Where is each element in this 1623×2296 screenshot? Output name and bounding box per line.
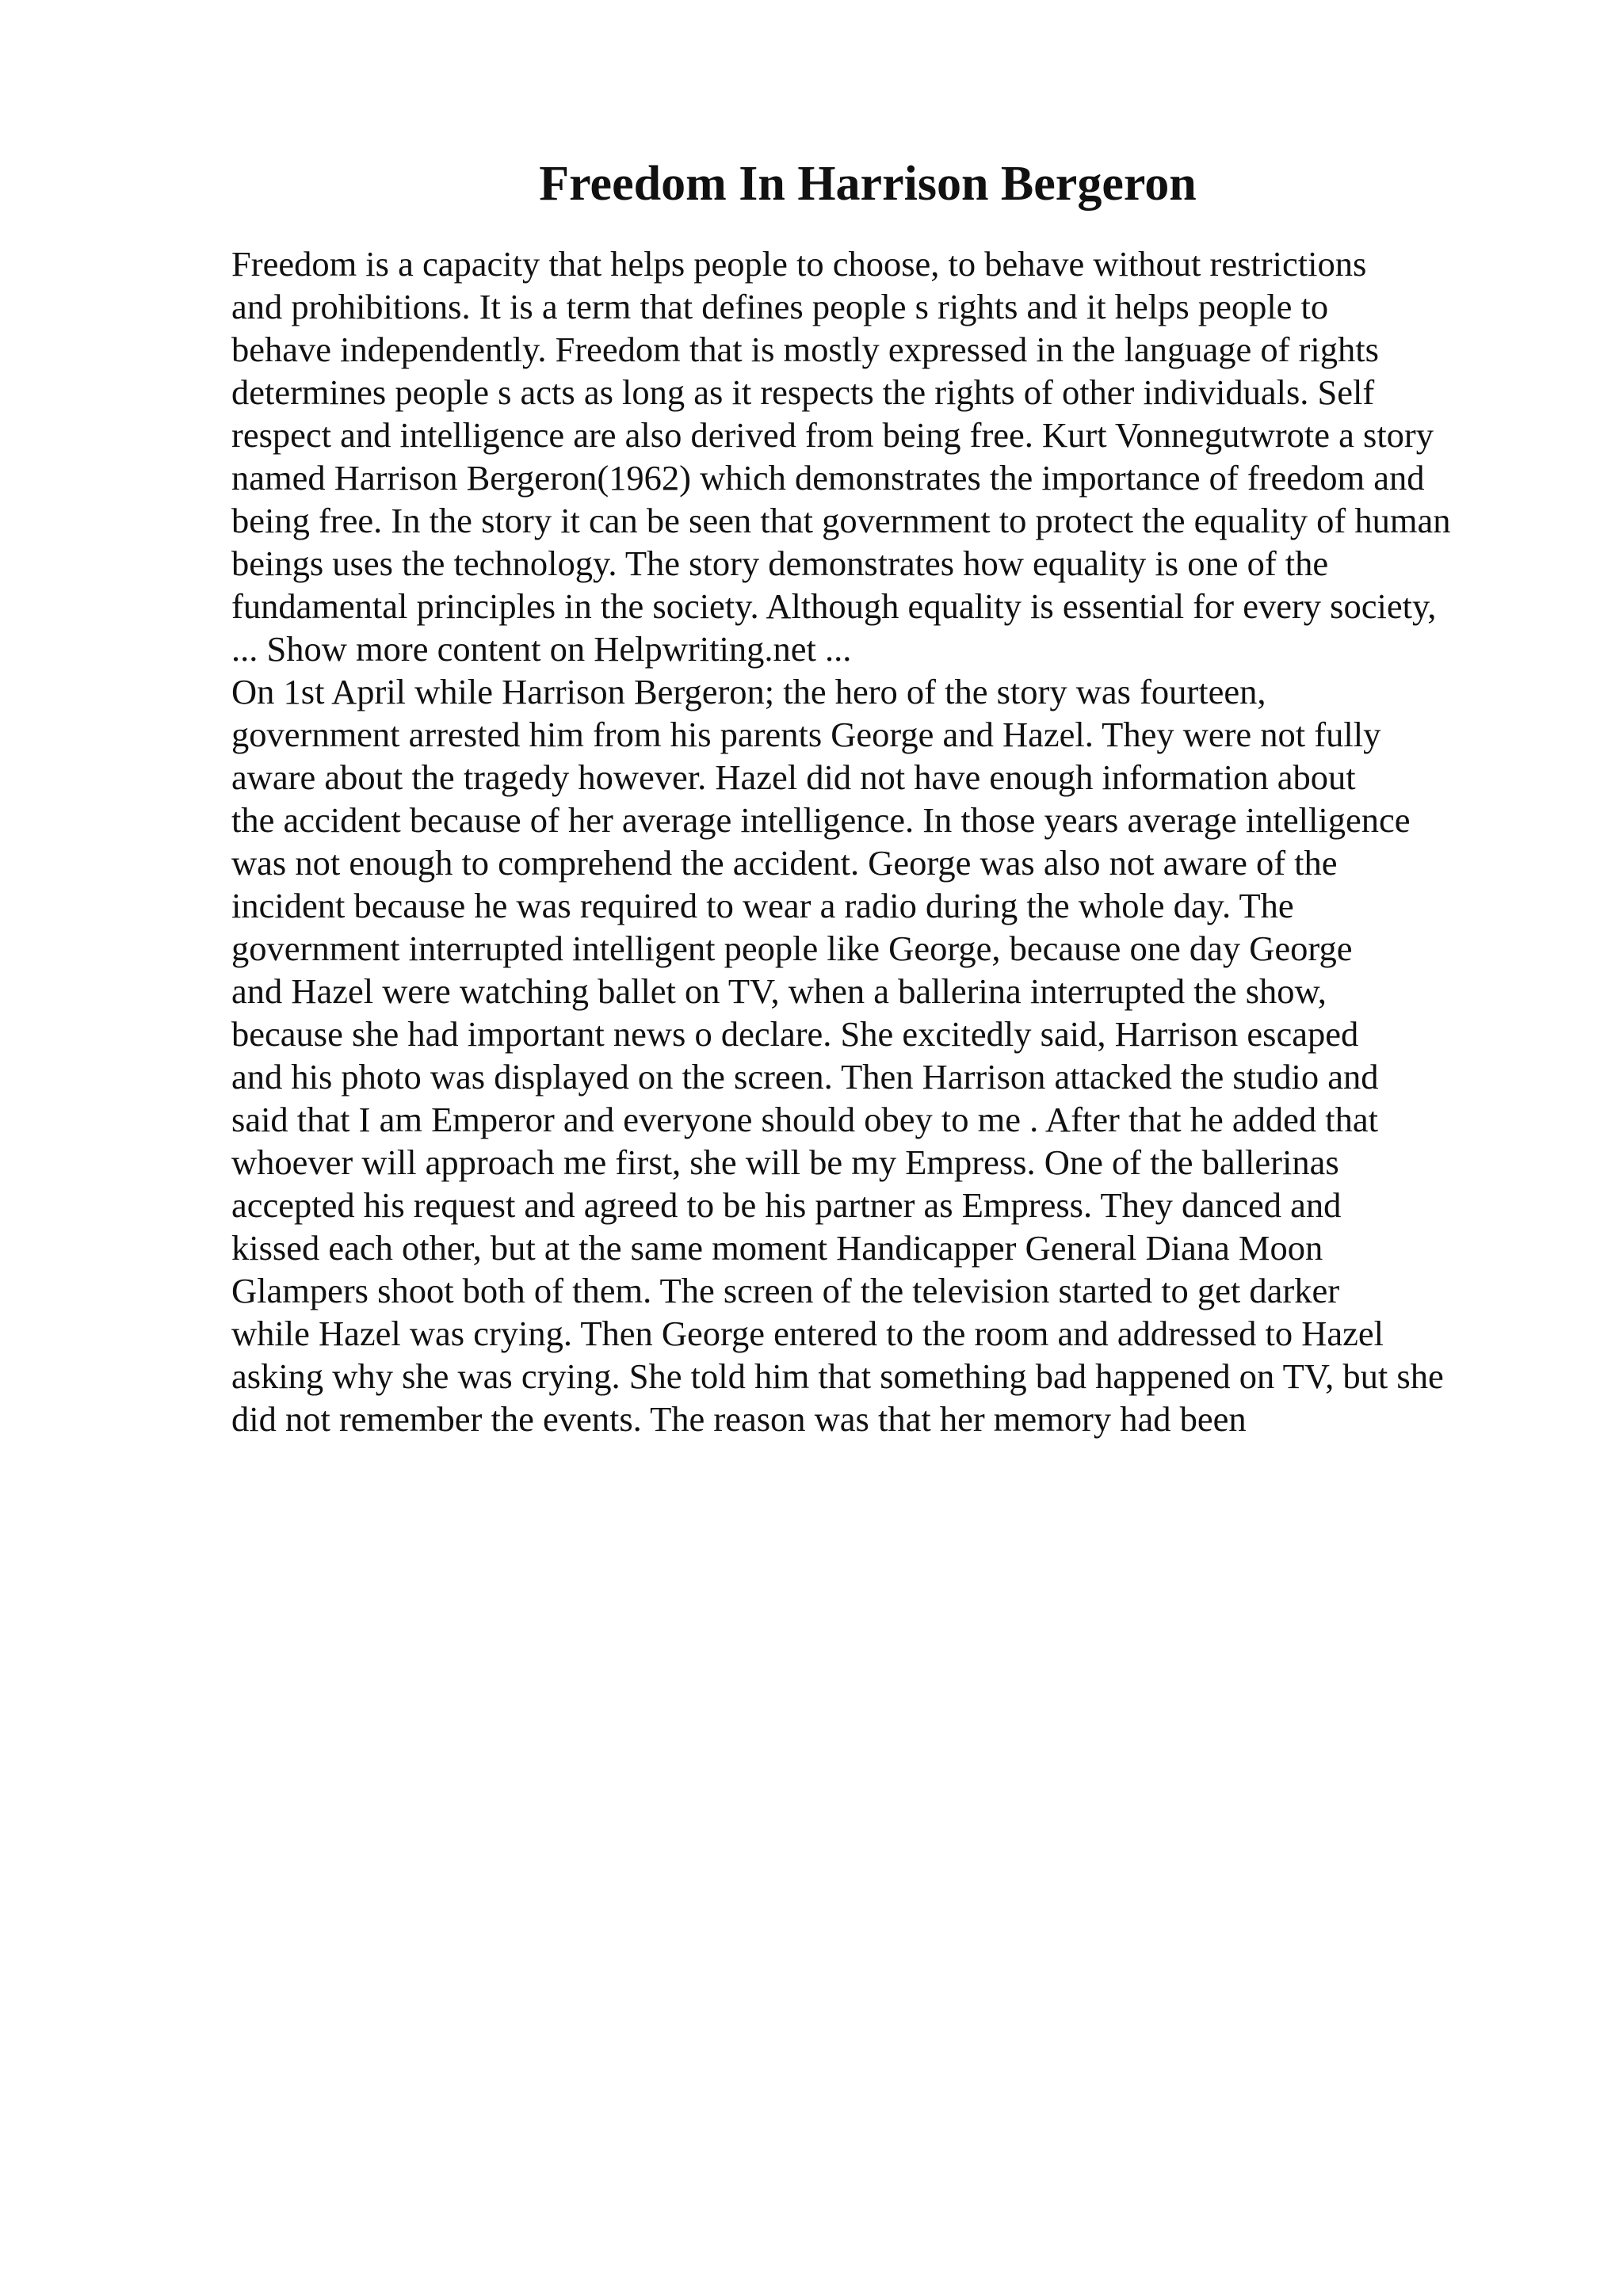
text-line: and prohibitions. It is a term that defines people s rights and it helps people to [231,287,1329,326]
text-line: behave independently. Freedom that is mostly expressed in the language of rights [231,330,1379,369]
text-line: kissed each other, but at the same moment Handicapper General Diana Moon [231,1228,1323,1268]
text-line: named Harrison Bergeron(1962) which demonstrates the importance of freedom and [231,458,1425,498]
text-line: said that I am Emperor and everyone should obey to me . After that he added that [231,1100,1379,1139]
text-line: On 1st April while Harrison Bergeron; the hero of the story was fourteen, [231,672,1266,711]
text-line: and Hazel were watching ballet on TV, when a ballerina interrupted the show, [231,971,1327,1011]
text-line: Freedom is a capacity that helps people to choose, to behave without restrictions [231,244,1367,284]
text-line: fundamental principles in the society. Although equality is essential for every society, [231,586,1437,626]
text-line: Glampers shoot both of them. The screen of the television started to get darker [231,1271,1340,1310]
text-line: did not remember the events. The reason was that her memory had been [231,1399,1247,1439]
text-line: being free. In the story it can be seen that government to protect the equality of human [231,501,1451,540]
text-line: because she had important news o declare. She excitedly said, Harrison escaped [231,1014,1359,1054]
text-line: and his photo was displayed on the screen. Then Harrison attacked the studio and [231,1057,1379,1097]
text-line: aware about the tragedy however. Hazel did not have enough information about [231,757,1356,797]
text-line: was not enough to comprehend the accident. George was also not aware of the [231,843,1338,883]
text-line: determines people s acts as long as it respects the rights of other individuals. Self [231,372,1375,412]
text-line: the accident because of her average intelligence. In those years average intelligence [231,800,1411,840]
text-line: incident because he was required to wear a radio during the whole day. The [231,886,1294,925]
text-line: while Hazel was crying. Then George entered to the room and addressed to Hazel [231,1314,1384,1353]
text-line: beings uses the technology. The story demonstrates how equality is one of the [231,543,1329,583]
text-line: whoever will approach me first, she will be my Empress. One of the ballerinas [231,1142,1339,1182]
text-line: accepted his request and agreed to be his partner as Empress. They danced and [231,1185,1342,1225]
text-line: government arrested him from his parents George and Hazel. They were not fully [231,715,1381,754]
document-title: Freedom In Harrison Bergeron [539,157,1197,211]
document-body [231,242,1563,1440]
text-line: asking why she was crying. She told him that something bad happened on TV, but she [231,1356,1444,1396]
text-line: government interrupted intelligent people like George, because one day George [231,929,1353,968]
show-more-link[interactable]: ... Show more content on Helpwriting.net ... [231,629,852,669]
text-line: respect and intelligence are also derived from being free. Kurt Vonnegutwrote a story [231,415,1434,455]
